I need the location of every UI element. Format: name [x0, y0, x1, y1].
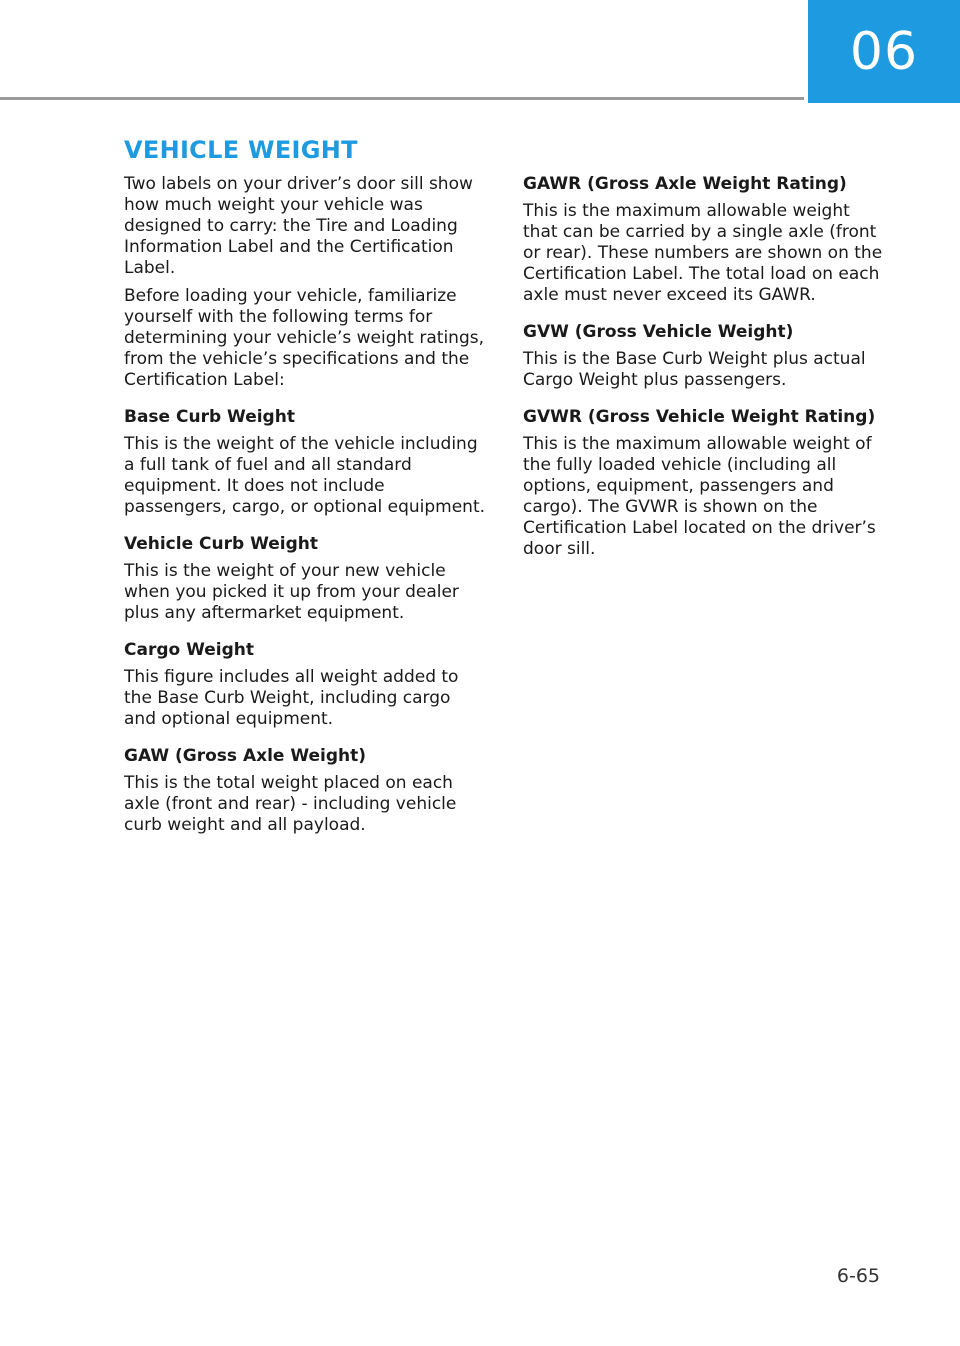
term-heading: GAW (Gross Axle Weight) [124, 746, 367, 766]
term-heading: Cargo Weight [124, 640, 254, 660]
term-body: This is the Base Curb Weight plus actual Cargo Weight plus passengers. [523, 349, 866, 390]
term-gawr [523, 174, 885, 306]
term-heading: Base Curb Weight [124, 407, 295, 427]
term-base-curb-weight [124, 407, 486, 518]
left-column [124, 174, 486, 852]
term-heading: GAWR (Gross Axle Weight Rating) [523, 174, 847, 194]
section-title: VEHICLE WEIGHT [124, 136, 358, 164]
chapter-tab [808, 0, 960, 103]
term-gaw [124, 746, 486, 836]
term-heading: GVWR (Gross Vehicle Weight Rating) [523, 407, 876, 427]
intro-block [124, 174, 486, 391]
term-body: This is the weight of the vehicle including a full tank of fuel and all standard equipment. It does not include passengers, cargo, or optional equipment. [124, 434, 486, 517]
term-cargo-weight [124, 640, 486, 730]
term-heading: Vehicle Curb Weight [124, 534, 318, 554]
header-rule [0, 97, 804, 100]
term-gvw [523, 322, 885, 391]
right-column [523, 174, 885, 576]
term-body: This is the maximum allowable weight that can be carried by a single axle (front or rear). These numbers are shown on the Certification Label. The total load on each axle must never exceed its GAWR. [523, 201, 883, 305]
chapter-number: 06 [849, 21, 919, 82]
intro-paragraph: Before loading your vehicle, familiarize yourself with the following terms for determining your vehicle’s weight ratings, from the vehicle’s specifications and the Certification Label: [124, 286, 484, 390]
term-body: This figure includes all weight added to the Base Curb Weight, including cargo and optional equipment. [124, 667, 459, 729]
term-body: This is the maximum allowable weight of the fully loaded vehicle (including all options, equipment, passengers and cargo). The GVWR is shown on the Certification Label located on the driver’s door sill. [523, 434, 876, 559]
term-heading: GVW (Gross Vehicle Weight) [523, 322, 794, 342]
term-body: This is the weight of your new vehicle when you picked it up from your dealer plus any aftermarket equipment. [124, 561, 459, 623]
term-body: This is the total weight placed on each axle (front and rear) - including vehicle curb weight and all payload. [124, 773, 457, 835]
term-gvwr [523, 407, 885, 560]
term-vehicle-curb-weight [124, 534, 486, 624]
page-number: 6-65 [836, 1265, 880, 1287]
intro-paragraph: Two labels on your driver’s door sill show how much weight your vehicle was designed to carry: the Tire and Loading Information Label and the Certification Label. [124, 174, 473, 278]
